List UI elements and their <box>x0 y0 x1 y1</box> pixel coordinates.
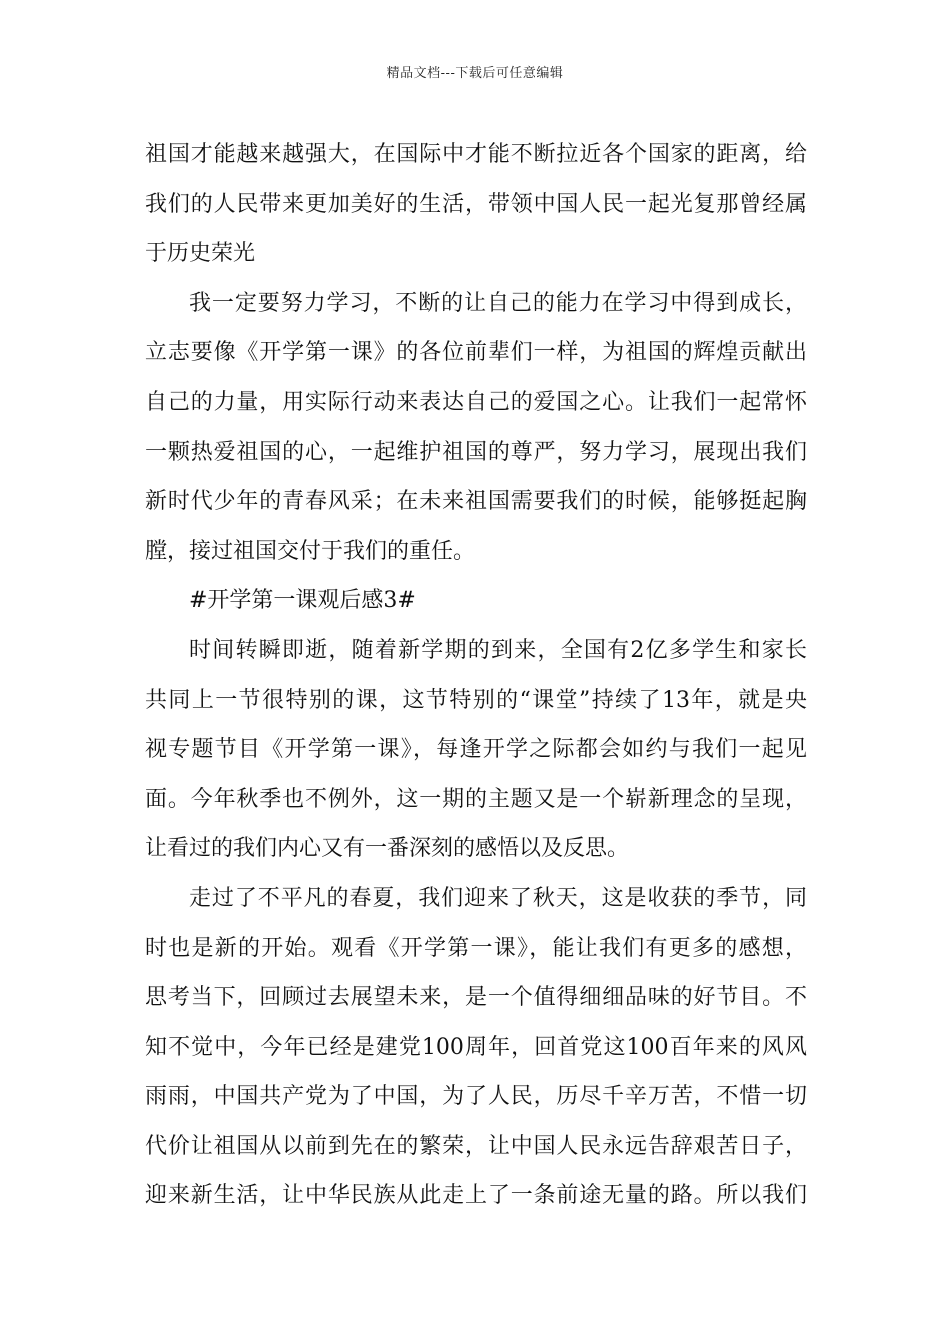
text-line: 让看过的我们内心又有一番深刻的感悟以及反思。 <box>145 836 630 862</box>
text-line: 立志要像《开学第一课》的各位前辈们一样，为祖国的辉煌贡献出 <box>145 340 807 366</box>
text-line: 一颗热爱祖国的心，一起维护祖国的尊严，努力学习，展现出我们 <box>145 439 807 465</box>
text-line: 代价让祖国从以前到先在的繁荣，让中国人民永远告辞艰苦日子， <box>145 1133 807 1159</box>
text-line: 时也是新的开始。观看《开学第一课》，能让我们有更多的感想， <box>145 935 807 961</box>
text-line: 我一定要努力学习，不断的让自己的能力在学习中得到成长， <box>189 290 807 316</box>
text-line: #开学第一课观后感3# <box>189 588 416 614</box>
text-line: 新时代少年的青春风采；在未来祖国需要我们的时候，能够挺起胸 <box>145 489 807 515</box>
text-line: 面。今年秋季也不例外，这一期的主题又是一个崭新理念的呈现， <box>145 786 807 812</box>
text-line: 膛，接过祖国交付于我们的重任。 <box>145 538 476 564</box>
text-line: 自己的力量，用实际行动来表达自己的爱国之心。让我们一起常怀 <box>145 389 807 415</box>
text-line: 共同上一节很特别的课，这节特别的“课堂”持续了13年，就是央 <box>145 687 807 713</box>
text-line: 视专题节目《开学第一课》，每逢开学之际都会如约与我们一起见 <box>145 737 807 763</box>
page-header: 精品文档---下载后可任意编辑 <box>386 66 564 81</box>
text-line: 雨雨，中国共产党为了中国，为了人民，历尽千辛万苦，不惜一切 <box>145 1084 807 1110</box>
body-text <box>145 130 807 1221</box>
text-line: 知不觉中，今年已经是建党100周年，回首党这100百年来的风风 <box>145 1034 807 1060</box>
text-line: 我们的人民带来更加美好的生活，带领中国人民一起光复那曾经属 <box>145 191 807 217</box>
text-line: 祖国才能越来越强大，在国际中才能不断拉近各个国家的距离，给 <box>145 142 807 167</box>
text-line: 走过了不平凡的春夏，我们迎来了秋天，这是收获的季节，同 <box>189 885 807 911</box>
text-line: 时间转瞬即逝，随着新学期的到来，全国有2亿多学生和家长 <box>189 637 807 663</box>
text-line: 思考当下，回顾过去展望未来，是一个值得细细品味的好节目。不 <box>145 985 807 1011</box>
text-line: 迎来新生活，让中华民族从此走上了一条前途无量的路。所以我们 <box>145 1183 807 1209</box>
text-line: 于历史荣光 <box>145 241 256 267</box>
